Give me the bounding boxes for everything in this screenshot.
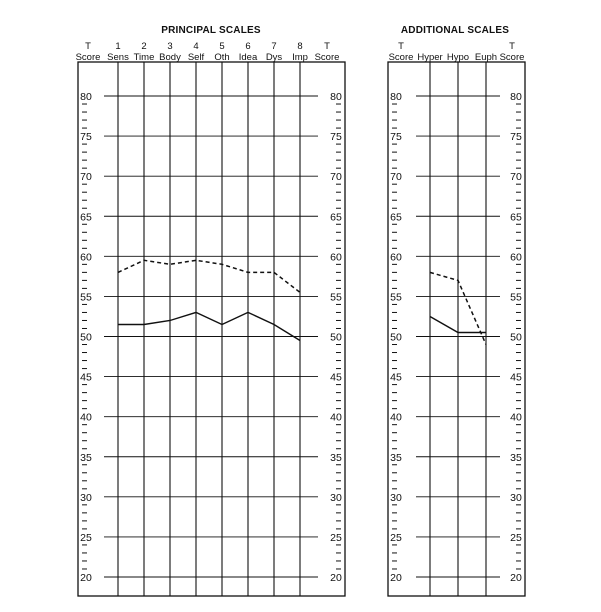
chart-title-additional: ADDITIONAL SCALES [400, 25, 510, 36]
left-tick-label-70-additional: 70 [390, 171, 402, 184]
scale-name-oth: Oth [214, 52, 230, 63]
left-tick-label-60-additional: 60 [390, 251, 402, 264]
right-tick-label-45-additional: 45 [510, 371, 522, 384]
right-tick-label-70-additional: 70 [510, 171, 522, 184]
left-tick-label-75-additional: 75 [390, 131, 402, 144]
right-score-header-t-principal: T [324, 41, 330, 52]
left-score-header-additional: Score [388, 52, 414, 63]
left-score-header-t-principal: T [85, 41, 91, 52]
left-tick-label-30-principal: 30 [80, 491, 92, 504]
scale-number-sens: 1 [115, 41, 121, 52]
left-tick-label-70-principal: 70 [80, 171, 92, 184]
scale-name-hyper: Hyper [417, 52, 443, 63]
scale-name-body: Body [159, 52, 181, 63]
scale-name-euph: Euph [474, 52, 498, 63]
left-tick-label-80-additional: 80 [390, 91, 402, 103]
scale-name-imp: Imp [292, 52, 308, 63]
chart-title-principal: PRINCIPAL SCALES [161, 25, 261, 36]
left-tick-label-25-principal: 25 [80, 531, 92, 544]
scale-number-oth: 5 [219, 41, 225, 52]
left-tick-label-20-additional: 20 [390, 572, 402, 584]
right-tick-label-55-principal: 55 [330, 291, 342, 304]
left-tick-label-45-principal: 45 [80, 371, 92, 384]
left-tick-label-25-additional: 25 [390, 531, 402, 544]
left-tick-label-55-additional: 55 [390, 291, 402, 304]
scale-name-sens: Sens [107, 52, 129, 63]
right-tick-label-30-additional: 30 [510, 491, 522, 504]
scale-name-dys: Dys [265, 52, 283, 63]
right-tick-label-70-principal: 70 [330, 171, 342, 184]
right-tick-label-20-principal: 20 [330, 572, 342, 584]
right-tick-label-75-principal: 75 [330, 131, 342, 144]
right-tick-label-55-additional: 55 [510, 291, 522, 304]
left-score-header-principal: Score [75, 52, 101, 63]
right-tick-label-25-principal: 25 [330, 531, 342, 544]
right-tick-label-65-principal: 65 [330, 211, 342, 224]
scale-number-body: 3 [167, 41, 173, 52]
scale-number-self: 4 [193, 41, 199, 52]
right-tick-label-80-additional: 80 [510, 91, 522, 103]
right-tick-label-65-additional: 65 [510, 211, 522, 224]
right-tick-label-30-principal: 30 [330, 491, 342, 504]
scale-number-time: 2 [141, 41, 147, 52]
left-tick-label-65-additional: 65 [390, 211, 402, 224]
left-tick-label-55-principal: 55 [80, 291, 92, 304]
left-tick-label-35-additional: 35 [390, 451, 402, 464]
scale-name-time: Time [133, 52, 155, 63]
left-tick-label-40-principal: 40 [80, 411, 92, 424]
right-tick-label-35-principal: 35 [330, 451, 342, 464]
left-tick-label-40-additional: 40 [390, 411, 402, 424]
right-tick-label-35-additional: 35 [510, 451, 522, 464]
scale-name-idea: Idea [238, 52, 258, 63]
left-tick-label-20-principal: 20 [80, 572, 92, 584]
left-tick-label-80-principal: 80 [80, 91, 92, 103]
series-dashed-principal [118, 260, 300, 292]
right-tick-label-45-principal: 45 [330, 371, 342, 384]
right-tick-label-75-additional: 75 [510, 131, 522, 144]
scale-name-self: Self [187, 52, 205, 63]
scale-name-hypo: Hypo [446, 52, 470, 63]
right-tick-label-50-additional: 50 [510, 331, 522, 344]
left-tick-label-45-additional: 45 [390, 371, 402, 384]
scale-number-imp: 8 [297, 41, 303, 52]
left-score-header-t-additional: T [398, 41, 404, 52]
scale-number-idea: 6 [245, 41, 251, 52]
left-tick-label-75-principal: 75 [80, 131, 92, 144]
left-tick-label-35-principal: 35 [80, 451, 92, 464]
scale-number-dys: 7 [271, 41, 277, 52]
right-tick-label-40-additional: 40 [510, 411, 522, 424]
right-score-header-t-additional: T [509, 41, 515, 52]
right-score-header-additional: Score [499, 52, 525, 63]
right-tick-label-50-principal: 50 [330, 331, 342, 344]
left-tick-label-30-additional: 30 [390, 491, 402, 504]
right-tick-label-20-additional: 20 [510, 572, 522, 584]
right-tick-label-40-principal: 40 [330, 411, 342, 424]
left-tick-label-60-principal: 60 [80, 251, 92, 264]
right-score-header-principal: Score [314, 52, 340, 63]
left-tick-label-50-additional: 50 [390, 331, 402, 344]
right-tick-label-80-principal: 80 [330, 91, 342, 103]
chart-frame-additional [388, 62, 525, 596]
right-tick-label-60-principal: 60 [330, 251, 342, 264]
left-tick-label-50-principal: 50 [80, 331, 92, 344]
right-tick-label-60-additional: 60 [510, 251, 522, 264]
right-tick-label-25-additional: 25 [510, 531, 522, 544]
left-tick-label-65-principal: 65 [80, 211, 92, 224]
